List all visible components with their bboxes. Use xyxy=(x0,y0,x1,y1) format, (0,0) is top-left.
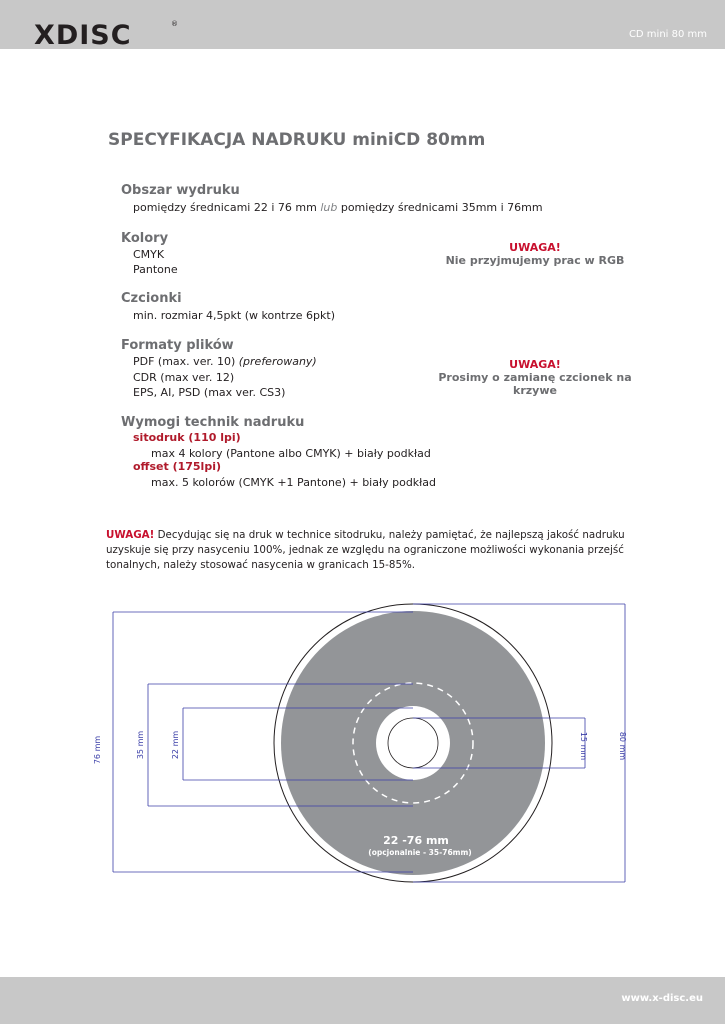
colors-item: Pantone xyxy=(133,263,178,276)
warning-text: Prosimy o zamianę czcionek na krzywe xyxy=(438,371,632,397)
technique-screen: sitodruk (110 lpi) xyxy=(133,431,241,444)
logo-text: XDISC xyxy=(34,20,132,46)
format-eps: EPS, AI, PSD (max ver. CS3) xyxy=(133,386,286,399)
format-pdf-text: PDF (max. ver. 10) xyxy=(133,355,239,368)
section-heading-print-area: Obszar wydruku xyxy=(121,183,240,198)
format-cdr: CDR (max ver. 12) xyxy=(133,371,235,384)
note-label: UWAGA! xyxy=(106,529,155,541)
dim-label-22: 22 mm xyxy=(171,730,180,760)
technique-screen-detail: max 4 kolory (Pantone albo CMYK) + biały podkład xyxy=(151,447,431,460)
technique-offset: offset (175lpi) xyxy=(133,460,221,473)
print-area-part1: pomiędzy średnicami 22 i 76 mm xyxy=(133,201,321,214)
print-area-or: lub xyxy=(320,201,338,214)
dim-label-35: 35 mm xyxy=(136,730,145,760)
section-heading-techniques: Wymogi technik nadruku xyxy=(121,415,305,430)
page-title: SPECYFIKACJA NADRUKU miniCD 80mm xyxy=(108,130,486,150)
dim-label-76: 76 mm xyxy=(93,735,102,765)
section-heading-colors: Kolory xyxy=(121,231,169,246)
center-hole-15mm xyxy=(388,718,438,768)
format-pdf-preferred: (preferowany) xyxy=(238,355,317,368)
print-area-line xyxy=(133,201,543,214)
warning-label: UWAGA! xyxy=(509,241,561,254)
colors-item: CMYK xyxy=(133,248,165,261)
warning-curves xyxy=(420,358,650,397)
xdisc-logo xyxy=(34,20,184,46)
warning-label: UWAGA! xyxy=(509,358,561,371)
doc-tag: CD mini 80 mm xyxy=(628,29,707,40)
warning-text: Nie przyjmujemy prac w RGB xyxy=(445,254,625,267)
note-text: Decydując się na druk w technice sitodruku, należy pamiętać, że najlepszą jakość nadruku uzyskuje się przy nasyceniu 100%, jednak ze względu na ograniczone możliwości wykonania przejść tonalnych, należy stosować nasycenia w granicach 15-85%. xyxy=(106,529,625,571)
print-area-sublabel: (opcjonalnie - 35-76mm) xyxy=(368,848,472,857)
print-area-part2: pomiędzy średnicami 35mm i 76mm xyxy=(337,201,543,214)
section-heading-formats: Formaty plików xyxy=(121,338,234,353)
warning-rgb xyxy=(440,241,630,267)
page-footer xyxy=(0,977,725,1024)
format-pdf xyxy=(133,355,317,368)
disc-diagram xyxy=(0,600,725,900)
technique-offset-detail: max. 5 kolorów (CMYK +1 Pantone) + biały podkład xyxy=(151,476,437,489)
logo-registered-mark: ® xyxy=(171,20,178,28)
fonts-line: min. rozmiar 4,5pkt (w kontrze 6pkt) xyxy=(133,309,336,322)
section-heading-fonts: Czcionki xyxy=(121,291,182,306)
saturation-note xyxy=(106,528,666,573)
footer-website: www.x-disc.eu xyxy=(621,993,703,1004)
dim-label-80: 80 mm xyxy=(618,731,627,761)
page-header xyxy=(0,0,725,49)
dim-label-15: 15 mm xyxy=(579,731,588,761)
print-area-label: 22 -76 mm xyxy=(383,834,449,847)
